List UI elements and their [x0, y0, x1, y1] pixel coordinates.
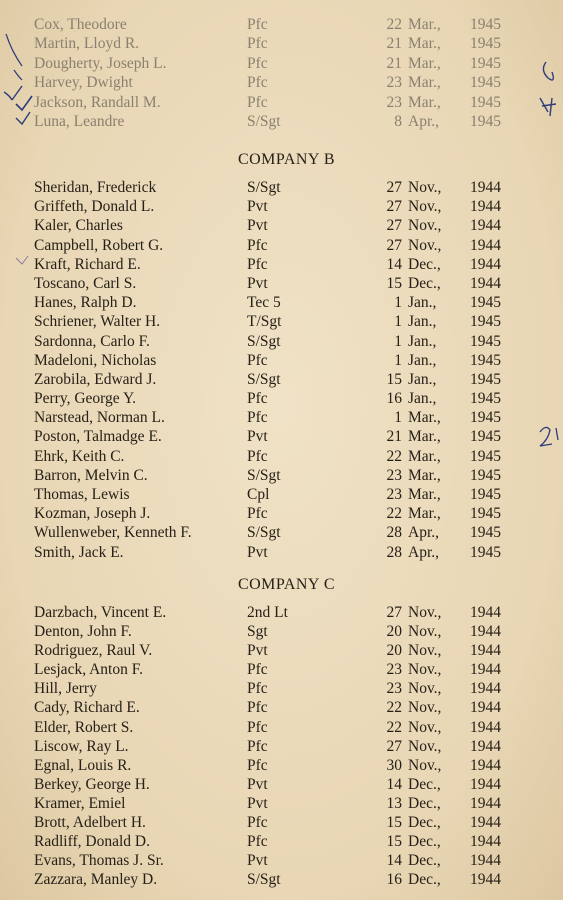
roster-row — [0, 351, 563, 370]
date-year: 1944 — [470, 642, 501, 660]
date-day: 23 — [386, 93, 402, 111]
date-year: 1944 — [470, 833, 501, 851]
soldier-rank: Pfc — [247, 351, 268, 369]
soldier-rank: S/Sgt — [247, 871, 281, 889]
date-day: 21 — [386, 428, 402, 446]
date-year: 1945 — [470, 390, 501, 408]
soldier-name: Cox, Theodore — [34, 16, 127, 33]
company-c-heading: COMPANY C — [237, 576, 336, 593]
roster-row — [0, 660, 563, 679]
date-year: 1945 — [470, 409, 501, 427]
date-day: 23 — [386, 74, 402, 92]
date-month: Dec., — [408, 775, 441, 793]
soldier-name: Evans, Thomas J. Sr. — [34, 852, 164, 870]
date-month: Nov., — [408, 718, 442, 736]
date-day: 15 — [386, 370, 402, 388]
date-year: 1944 — [470, 661, 501, 679]
date-year: 1944 — [470, 794, 501, 812]
date-month: Jan., — [408, 390, 437, 408]
date-year: 1945 — [470, 447, 501, 465]
date-day: 20 — [386, 642, 402, 660]
date-day: 14 — [386, 775, 402, 793]
date-month: Jan., — [408, 370, 437, 388]
date-year: 1945 — [470, 35, 501, 53]
soldier-rank: Pvt — [247, 274, 268, 292]
soldier-name: Kramer, Emiel — [34, 794, 126, 812]
soldier-rank: S/Sgt — [247, 332, 281, 350]
company-b-roster — [0, 178, 563, 562]
date-month: Nov., — [408, 661, 442, 679]
date-month: Nov., — [408, 623, 442, 641]
date-month: Nov., — [408, 737, 442, 755]
soldier-name: Liscow, Ray L. — [34, 737, 129, 755]
soldier-rank: Pfc — [247, 35, 268, 53]
date-year: 1945 — [470, 428, 501, 446]
soldier-rank: Pfc — [247, 93, 268, 111]
date-year: 1944 — [470, 255, 501, 273]
date-month: Mar., — [408, 54, 441, 72]
roster-row — [0, 236, 563, 255]
soldier-rank: Pfc — [247, 699, 268, 717]
date-month: Jan., — [408, 332, 437, 350]
soldier-rank: Pfc — [247, 833, 268, 851]
date-day: 14 — [386, 255, 402, 273]
soldier-name: Hanes, Ralph D. — [34, 294, 137, 312]
roster-row — [0, 679, 563, 698]
roster-row — [0, 870, 563, 889]
date-month: Mar., — [408, 409, 441, 427]
date-month: Dec., — [408, 814, 441, 832]
date-month: Apr., — [408, 112, 439, 130]
roster-row — [0, 832, 563, 851]
date-year: 1944 — [470, 852, 501, 870]
date-year: 1945 — [470, 294, 501, 312]
date-day: 14 — [386, 852, 402, 870]
soldier-name: Zarobila, Edward J. — [34, 370, 157, 388]
roster-row — [0, 794, 563, 813]
date-month: Mar., — [408, 428, 441, 446]
company-b-heading: COMPANY B — [237, 151, 336, 168]
soldier-name: Thomas, Lewis — [34, 486, 130, 503]
date-day: 1 — [394, 351, 402, 369]
roster-row — [0, 737, 563, 756]
date-year: 1944 — [470, 274, 501, 292]
date-month: Nov., — [408, 756, 442, 774]
roster-row — [0, 603, 563, 622]
soldier-rank: 2nd Lt — [247, 604, 288, 621]
date-day: 27 — [386, 604, 402, 621]
date-month: Dec., — [408, 871, 441, 889]
soldier-name: Dougherty, Joseph L. — [34, 54, 167, 72]
soldier-name: Kraft, Richard E. — [34, 255, 141, 273]
date-year: 1945 — [470, 54, 501, 72]
date-day: 28 — [386, 524, 402, 542]
soldier-rank: Pfc — [247, 74, 268, 92]
soldier-name: Lesjack, Anton F. — [34, 661, 143, 679]
soldier-rank: S/Sgt — [247, 179, 281, 196]
date-day: 15 — [386, 274, 402, 292]
roster-row — [0, 216, 563, 235]
date-month: Nov., — [408, 179, 442, 196]
date-month: Dec., — [408, 274, 441, 292]
soldier-name: Barron, Melvin C. — [34, 466, 148, 484]
date-day: 21 — [386, 35, 402, 53]
date-year: 1945 — [470, 313, 501, 331]
soldier-name: Harvey, Dwight — [34, 74, 133, 92]
soldier-name: Denton, John F. — [34, 623, 132, 641]
date-year: 1945 — [470, 505, 501, 523]
date-month: Apr., — [408, 524, 439, 542]
date-day: 23 — [386, 486, 402, 503]
date-month: Mar., — [408, 505, 441, 523]
date-day: 22 — [386, 447, 402, 465]
date-day: 22 — [386, 718, 402, 736]
roster-row — [0, 15, 563, 34]
soldier-rank: Pfc — [247, 718, 268, 736]
soldier-rank: S/Sgt — [247, 370, 281, 388]
roster-row — [0, 408, 563, 427]
date-year: 1945 — [470, 112, 501, 130]
date-day: 30 — [386, 756, 402, 774]
soldier-name: Schriener, Walter H. — [34, 313, 161, 331]
date-year: 1944 — [470, 718, 501, 736]
soldier-rank: Pfc — [247, 447, 268, 465]
date-day: 16 — [386, 871, 402, 889]
roster-row — [0, 485, 563, 504]
roster-row — [0, 641, 563, 660]
date-day: 27 — [386, 217, 402, 235]
soldier-rank: Pvt — [247, 428, 268, 446]
roster-row — [0, 73, 563, 92]
date-year: 1945 — [470, 93, 501, 111]
soldier-name: Smith, Jack E. — [34, 543, 124, 561]
roster-row — [0, 197, 563, 216]
soldier-rank: S/Sgt — [247, 466, 281, 484]
soldier-rank: Pfc — [247, 814, 268, 832]
roster-row — [0, 622, 563, 641]
date-day: 27 — [386, 198, 402, 216]
soldier-rank: Pvt — [247, 852, 268, 870]
date-month: Mar., — [408, 74, 441, 92]
soldier-name: Sardonna, Carlo F. — [34, 332, 150, 350]
soldier-name: Zazzara, Manley D. — [34, 871, 158, 889]
roster-row — [0, 389, 563, 408]
soldier-rank: Pfc — [247, 390, 268, 408]
date-day: 20 — [386, 623, 402, 641]
date-year: 1944 — [470, 680, 501, 698]
date-year: 1945 — [470, 543, 501, 561]
date-month: Dec., — [408, 794, 441, 812]
date-year: 1944 — [470, 699, 501, 717]
date-year: 1945 — [470, 74, 501, 92]
soldier-rank: Pvt — [247, 198, 268, 216]
roster-row — [0, 523, 563, 542]
soldier-rank: Pfc — [247, 505, 268, 523]
date-month: Nov., — [408, 642, 442, 660]
date-day: 22 — [386, 16, 402, 33]
soldier-name: Luna, Leandre — [34, 112, 125, 130]
date-year: 1945 — [470, 351, 501, 369]
soldier-rank: Sgt — [247, 623, 268, 641]
date-day: 1 — [394, 313, 402, 331]
date-month: Nov., — [408, 680, 442, 698]
roster-row — [0, 112, 563, 131]
date-year: 1944 — [470, 198, 501, 216]
soldier-rank: Pvt — [247, 794, 268, 812]
date-day: 27 — [386, 236, 402, 254]
date-month: Nov., — [408, 198, 442, 216]
date-year: 1944 — [470, 814, 501, 832]
date-day: 1 — [394, 409, 402, 427]
date-month: Dec., — [408, 833, 441, 851]
date-month: Apr., — [408, 543, 439, 561]
date-year: 1944 — [470, 217, 501, 235]
soldier-rank: Pfc — [247, 255, 268, 273]
soldier-rank: Pfc — [247, 409, 268, 427]
date-day: 16 — [386, 390, 402, 408]
soldier-rank: Pvt — [247, 642, 268, 660]
date-month: Mar., — [408, 16, 441, 33]
roster-row — [0, 813, 563, 832]
company-c-roster — [0, 603, 563, 889]
date-year: 1945 — [470, 16, 501, 33]
soldier-name: Madeloni, Nicholas — [34, 351, 157, 369]
soldier-name: Berkey, George H. — [34, 775, 150, 793]
soldier-rank: Pfc — [247, 737, 268, 755]
date-day: 13 — [386, 794, 402, 812]
soldier-rank: Pfc — [247, 680, 268, 698]
roster-row — [0, 274, 563, 293]
date-month: Nov., — [408, 604, 442, 621]
date-month: Dec., — [408, 255, 441, 273]
roster-row — [0, 504, 563, 523]
roster-row — [0, 447, 563, 466]
roster-row — [0, 93, 563, 112]
date-year: 1944 — [470, 179, 501, 196]
date-year: 1944 — [470, 871, 501, 889]
roster-row — [0, 255, 563, 274]
soldier-rank: Pvt — [247, 775, 268, 793]
roster-row — [0, 466, 563, 485]
roster-continued-section — [0, 15, 563, 131]
roster-row — [0, 698, 563, 717]
soldier-rank: Tec 5 — [247, 294, 281, 312]
date-year: 1944 — [470, 756, 501, 774]
soldier-rank: T/Sgt — [247, 313, 282, 331]
date-day: 22 — [386, 505, 402, 523]
date-month: Jan., — [408, 294, 437, 312]
roster-row — [0, 775, 563, 794]
roster-row — [0, 427, 563, 446]
date-day: 27 — [386, 179, 402, 196]
date-month: Mar., — [408, 486, 441, 503]
soldier-name: Egnal, Louis R. — [34, 756, 132, 774]
soldier-name: Martin, Lloyd R. — [34, 35, 140, 53]
soldier-rank: S/Sgt — [247, 112, 281, 130]
roster-row — [0, 293, 563, 312]
date-year: 1945 — [470, 524, 501, 542]
date-day: 23 — [386, 680, 402, 698]
date-day: 22 — [386, 699, 402, 717]
date-year: 1945 — [470, 486, 501, 503]
date-month: Mar., — [408, 447, 441, 465]
soldier-rank: Pvt — [247, 217, 268, 235]
soldier-name: Ehrk, Keith C. — [34, 447, 125, 465]
roster-row — [0, 312, 563, 331]
soldier-name: Jackson, Randall M. — [34, 93, 161, 111]
date-month: Jan., — [408, 313, 437, 331]
roster-row — [0, 178, 563, 197]
date-month: Nov., — [408, 236, 442, 254]
date-year: 1944 — [470, 604, 501, 621]
soldier-rank: Pfc — [247, 236, 268, 254]
soldier-name: Sheridan, Frederick — [34, 179, 157, 196]
roster-row — [0, 54, 563, 73]
date-day: 21 — [386, 54, 402, 72]
soldier-rank: Cpl — [247, 486, 270, 503]
date-month: Mar., — [408, 93, 441, 111]
date-day: 15 — [386, 833, 402, 851]
soldier-name: Perry, George Y. — [34, 390, 137, 408]
date-year: 1945 — [470, 370, 501, 388]
date-day: 1 — [394, 332, 402, 350]
soldier-name: Kaler, Charles — [34, 217, 123, 235]
roster-row — [0, 370, 563, 389]
soldier-rank: Pfc — [247, 756, 268, 774]
soldier-name: Brott, Adelbert H. — [34, 814, 146, 832]
soldier-name: Kozman, Joseph J. — [34, 505, 151, 523]
date-month: Nov., — [408, 699, 442, 717]
date-year: 1945 — [470, 466, 501, 484]
roster-row — [0, 718, 563, 737]
date-year: 1944 — [470, 236, 501, 254]
soldier-rank: S/Sgt — [247, 524, 281, 542]
date-day: 27 — [386, 737, 402, 755]
soldier-name: Campbell, Robert G. — [34, 236, 164, 254]
soldier-rank: Pfc — [247, 16, 268, 33]
soldier-name: Narstead, Norman L. — [34, 409, 165, 427]
soldier-name: Rodriguez, Raul V. — [34, 642, 153, 660]
date-month: Mar., — [408, 35, 441, 53]
date-day: 23 — [386, 661, 402, 679]
soldier-name: Hill, Jerry — [34, 680, 97, 698]
date-year: 1944 — [470, 737, 501, 755]
date-month: Mar., — [408, 466, 441, 484]
soldier-name: Darzbach, Vincent E. — [34, 604, 167, 621]
soldier-name: Wullenweber, Kenneth F. — [34, 524, 192, 542]
soldier-rank: Pfc — [247, 54, 268, 72]
soldier-rank: Pvt — [247, 543, 268, 561]
soldier-rank: Pfc — [247, 661, 268, 679]
date-day: 23 — [386, 466, 402, 484]
date-year: 1944 — [470, 775, 501, 793]
roster-row — [0, 756, 563, 775]
date-day: 28 — [386, 543, 402, 561]
roster-row — [0, 332, 563, 351]
roster-row — [0, 543, 563, 562]
date-day: 15 — [386, 814, 402, 832]
date-month: Jan., — [408, 351, 437, 369]
soldier-name: Radliff, Donald D. — [34, 833, 150, 851]
roster-row — [0, 34, 563, 53]
soldier-name: Poston, Talmadge E. — [34, 428, 162, 446]
date-month: Dec., — [408, 852, 441, 870]
date-day: 1 — [394, 294, 402, 312]
soldier-name: Elder, Robert S. — [34, 718, 134, 736]
soldier-name: Griffeth, Donald L. — [34, 198, 155, 216]
date-year: 1945 — [470, 332, 501, 350]
roster-row — [0, 851, 563, 870]
soldier-name: Toscano, Carl S. — [34, 274, 137, 292]
date-day: 8 — [394, 112, 402, 130]
date-month: Nov., — [408, 217, 442, 235]
date-year: 1944 — [470, 623, 501, 641]
soldier-name: Cady, Richard E. — [34, 699, 140, 717]
